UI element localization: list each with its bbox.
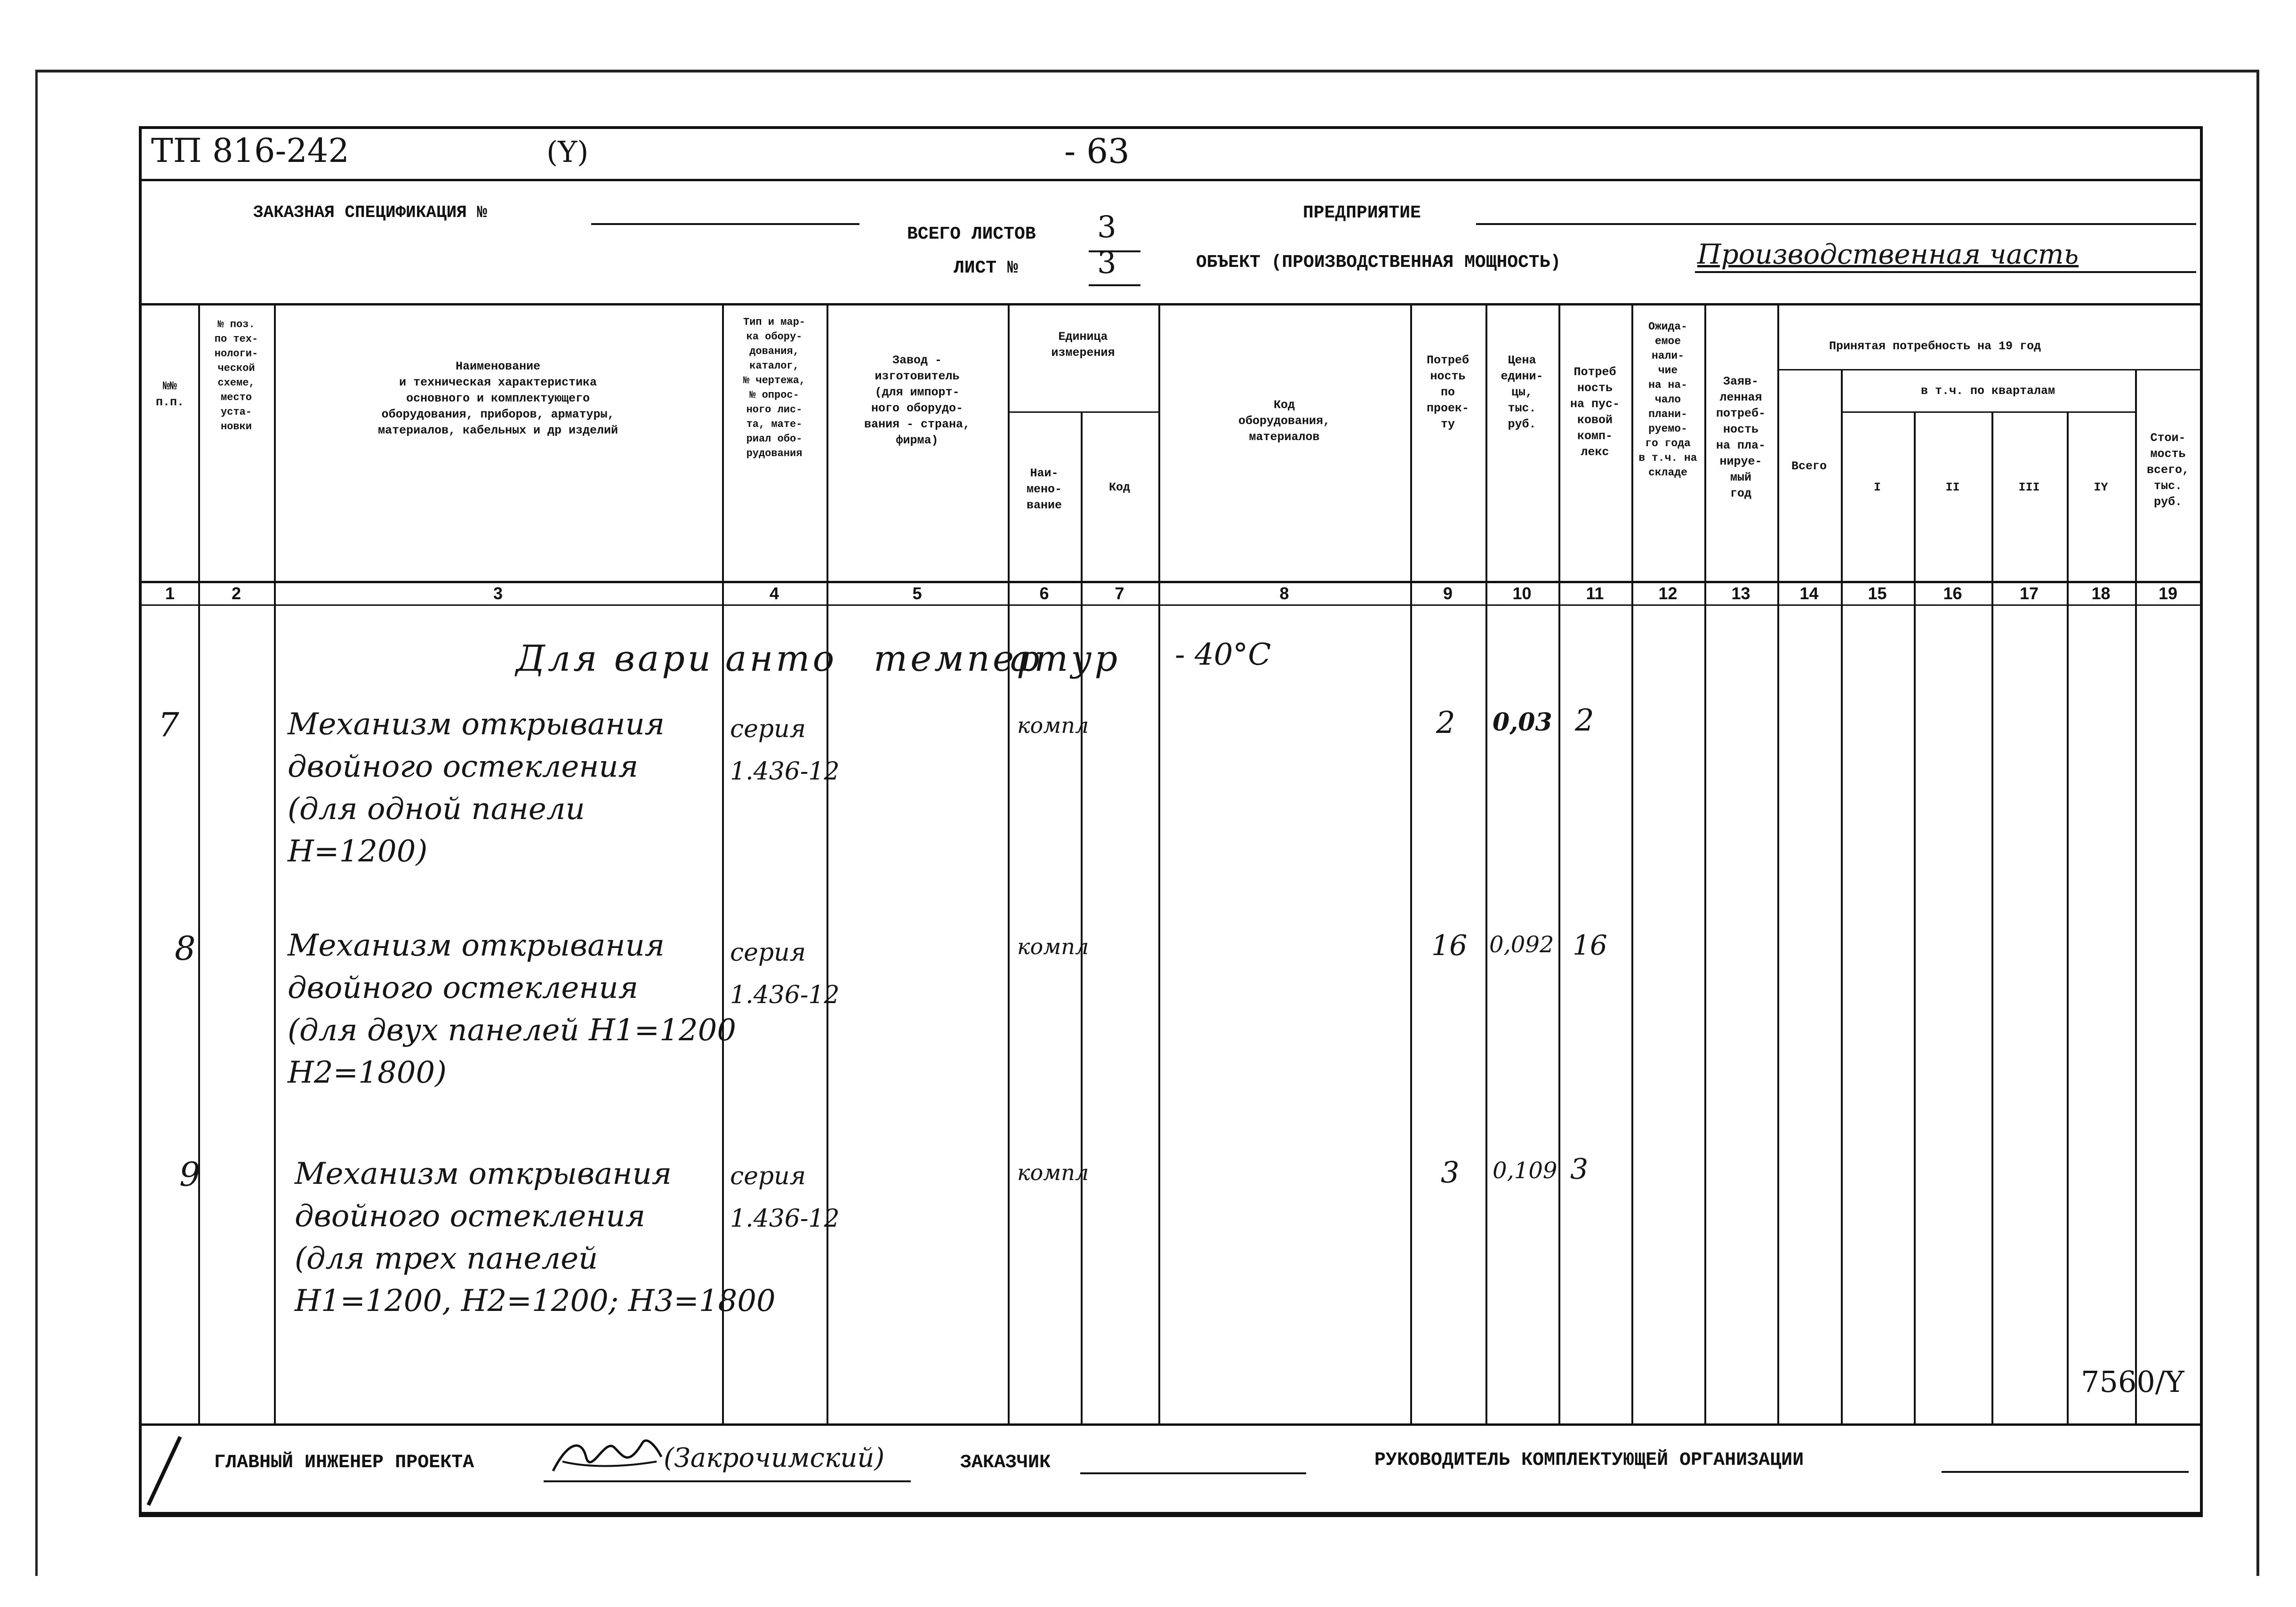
header-col-10: Цена едини- цы, тыс. руб. [1501,354,1543,431]
chief-engineer-signature [548,1429,666,1485]
header-col-12: Ожида- емое нали- чие на на- чало плани- руемо- го года в т.ч. на складе [1638,321,1697,479]
colnum-19: 19 [2158,584,2178,603]
col-line [827,303,828,1423]
colnum-5: 5 [912,584,922,603]
col-line [2135,369,2137,1423]
header-col-15: I [1873,481,1881,494]
header-col-1: №№ п.п. [155,379,184,409]
enterprise-label: ПРЕДПРИЯТИЕ [1303,203,1421,223]
row-item-name: Механизм открывания двойного остекления (для двух панелей Н1=1200 Н2=1800) [288,928,736,1090]
header-unit-group: Единица измерения [1051,330,1115,360]
chief-engineer-label: ГЛАВНЫЙ ИНЖЕНЕР ПРОЕКТА [214,1452,474,1473]
header-col-11: Потреб ность на пус- ковой комп- лекс [1570,365,1620,459]
row-unit: компл [1017,1160,1089,1185]
table-top-border [142,303,2201,305]
col-line [1485,303,1487,1423]
footer-top-line [142,1423,2201,1426]
specification-sheet [139,126,2203,1515]
header-col-3: Наименование и техническая характеристика основного и комплектующего оборудования, приборов, арматуры, материалов, кабельных и др изделий [377,360,618,437]
object-line [1695,271,2196,273]
colnum-1: 1 [165,584,175,603]
section-note-part5: - 40°С [1175,637,1271,672]
enterprise-line [1476,223,2196,225]
row-startup: 2 [1575,703,1594,738]
header-col-8: Код оборудования, материалов [1238,398,1331,444]
header-col-6: Наи- мено- вание [1026,466,1062,512]
section-note-part2: анто [725,637,837,679]
header-quarters-group: в т.ч. по кварталам [1920,384,2055,398]
row-item-name: Механизм открывания двойного остекления (для одной панели Н=1200) [288,707,665,869]
row-need: 16 [1431,929,1468,962]
spec-number-line [591,223,859,225]
colnum-15: 15 [1868,584,1887,603]
document-number: ТП 816-242 [151,131,349,170]
header-col-4: Тип и мар- ка обору- дования, каталог, № чертежа, № опрос- ного лис- та, мате- риал обо- рудования [743,316,806,459]
colnum-8: 8 [1279,584,1289,603]
header-col-5: Завод - изготовитель (для импорт- ного оборудо- вания - страна, фирма) [864,354,971,447]
header-col-18: IY [2094,481,2108,494]
header-col-9: Потреб ность по проек- ту [1426,354,1469,431]
row-item-name: Механизм открывания двойного остекления (для трех панелей Н1=1200, Н2=1200; Н3=1800 [295,1157,776,1318]
header-col-7: Код [1108,481,1130,494]
row-number: 9 [179,1155,201,1194]
customer-label: ЗАКАЗЧИК [960,1452,1051,1473]
row-price: 0,092 [1489,932,1554,958]
colnum-14: 14 [1799,584,1819,603]
colnum-10: 10 [1512,584,1532,603]
top-strip-divider [142,179,2201,181]
header-col-19: Стои- мость всего, тыс. руб. [2146,431,2189,509]
row-number: 8 [175,929,196,968]
col-line [274,303,276,1423]
section-note-part3: темпер [874,637,1043,679]
row-price: 0,03 [1493,708,1552,737]
chief-engineer-line [544,1480,911,1482]
section-note-part4: атур [1010,637,1121,679]
row-startup: 3 [1570,1153,1589,1186]
sheet-number-line [1089,284,1140,286]
col-line [1081,411,1083,1423]
col-line [2067,411,2069,1423]
page-number: - 63 [1064,131,1130,171]
header-col-2: № поз. по тех- нологи- ческой схеме, место уста- новки [214,319,258,433]
col-line [1991,411,1993,1423]
sheet-value: 3 [1097,246,1116,281]
colnum-6: 6 [1039,584,1049,603]
row-need: 2 [1436,706,1455,740]
sheet-code: 7560/Y [2081,1365,2184,1399]
object-label: ОБЪЕКТ (ПРОИЗВОДСТВЕННАЯ МОЩНОСТЬ) [1196,252,1561,273]
row-item-type: серия 1.436-12 [730,1162,840,1233]
col-line [1558,303,1560,1423]
header-col-14: Всего [1791,459,1827,473]
colnum-11: 11 [1586,584,1604,603]
section-note-part1: Для вари [516,637,714,679]
row-unit: компл [1017,934,1089,959]
colnum-9: 9 [1443,584,1453,603]
header-col-16: II [1945,481,1960,494]
quarters-group-line [1841,411,2135,413]
customer-line [1080,1472,1306,1474]
row-number: 7 [158,706,179,744]
colnum-7: 7 [1115,584,1124,603]
colnum-2: 2 [231,584,241,603]
row-price: 0,109 [1493,1157,1557,1184]
footer-bottom-line [139,1515,2203,1517]
colnum-18: 18 [2091,584,2111,603]
colnum-16: 16 [1943,584,1962,603]
col-line [1158,303,1160,1423]
col-line [1410,303,1412,1423]
total-sheets-value: 3 [1097,210,1116,245]
number-row-bottom-line [142,604,2201,606]
header-accepted-group: Принятая потребность на 19 год [1829,339,2041,353]
row-item-type: серия 1.436-12 [730,939,840,1009]
colnum-12: 12 [1658,584,1678,603]
header-bottom-line [142,581,2201,583]
document-part: (Y) [546,135,589,169]
supplier-label: РУКОВОДИТЕЛЬ КОМПЛЕКТУЮЩЕЙ ОРГАНИЗАЦИИ [1374,1450,1804,1471]
col-line [198,303,200,1423]
accepted-group-line [1777,369,2201,370]
object-value: Производственная часть [1697,238,2079,270]
spec-label: ЗАКАЗНАЯ СПЕЦИФИКАЦИЯ № [253,203,487,222]
header-col-13: Заяв- ленная потреб- ность на пла- нируе- мый год [1716,375,1766,500]
colnum-3: 3 [493,584,503,603]
colnum-4: 4 [769,584,779,603]
row-unit: компл [1017,713,1089,738]
chief-engineer-name: (Закрочимский) [664,1443,885,1473]
row-need: 3 [1441,1155,1460,1189]
header-col-17: III [2018,481,2040,494]
unit-group-line [1008,411,1158,413]
supplier-line [1942,1471,2189,1473]
sheet-label: ЛИСТ № [954,258,1018,278]
col-line [1841,369,1843,1423]
row-item-type: серия 1.436-12 [730,715,840,786]
total-sheets-label: ВСЕГО ЛИСТОВ [907,224,1036,244]
colnum-17: 17 [2019,584,2039,603]
colnum-13: 13 [1731,584,1750,603]
col-line [1914,411,1916,1423]
row-startup: 16 [1573,929,1607,961]
